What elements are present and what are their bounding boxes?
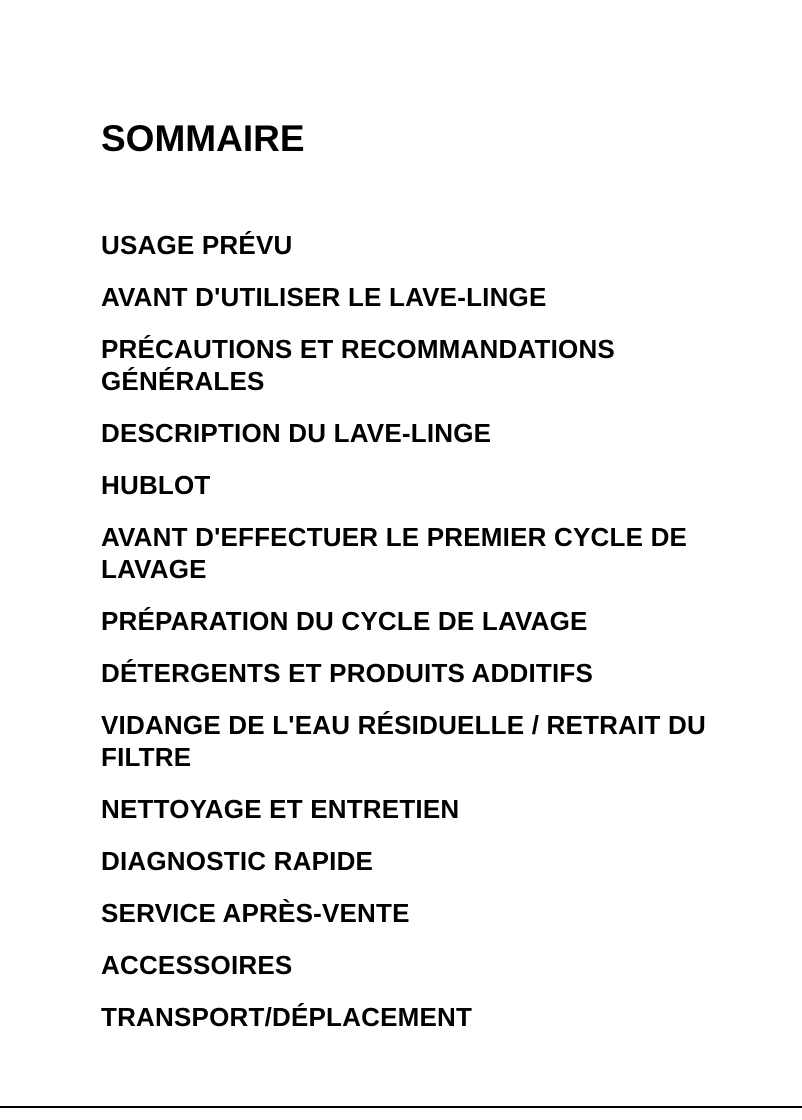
toc-item-accessoires: ACCESSOIRES (101, 950, 293, 980)
toc-item-transport: TRANSPORT/DÉPLACEMENT (101, 1002, 473, 1032)
toc-item-service: SERVICE APRÈS-VENTE (101, 898, 410, 928)
bottom-rule (0, 1106, 802, 1108)
toc-item-premier-cycle: AVANT D'EFFECTUER LE PREMIER CYCLE DE LAVAGE (101, 522, 688, 584)
toc-item-precautions: PRÉCAUTIONS ET RECOMMANDATIONS GÉNÉRALES (101, 334, 615, 396)
toc-item-diagnostic: DIAGNOSTIC RAPIDE (101, 846, 374, 876)
toc-item-vidange: VIDANGE DE L'EAU RÉSIDUELLE / RETRAIT DU FILTRE (101, 710, 706, 772)
toc-item-nettoyage: NETTOYAGE ET ENTRETIEN (101, 794, 460, 824)
page-title: SOMMAIRE (101, 118, 305, 159)
toc-item-usage-prevu: USAGE PRÉVU (101, 230, 293, 260)
table-of-contents (101, 229, 741, 1053)
toc-item-avant-utiliser: AVANT D'UTILISER LE LAVE-LINGE (101, 282, 547, 312)
toc-item-hublot: HUBLOT (101, 470, 211, 500)
toc-item-description: DESCRIPTION DU LAVE-LINGE (101, 418, 492, 448)
toc-item-detergents: DÉTERGENTS ET PRODUITS ADDITIFS (101, 658, 594, 688)
toc-item-preparation: PRÉPARATION DU CYCLE DE LAVAGE (101, 606, 588, 636)
